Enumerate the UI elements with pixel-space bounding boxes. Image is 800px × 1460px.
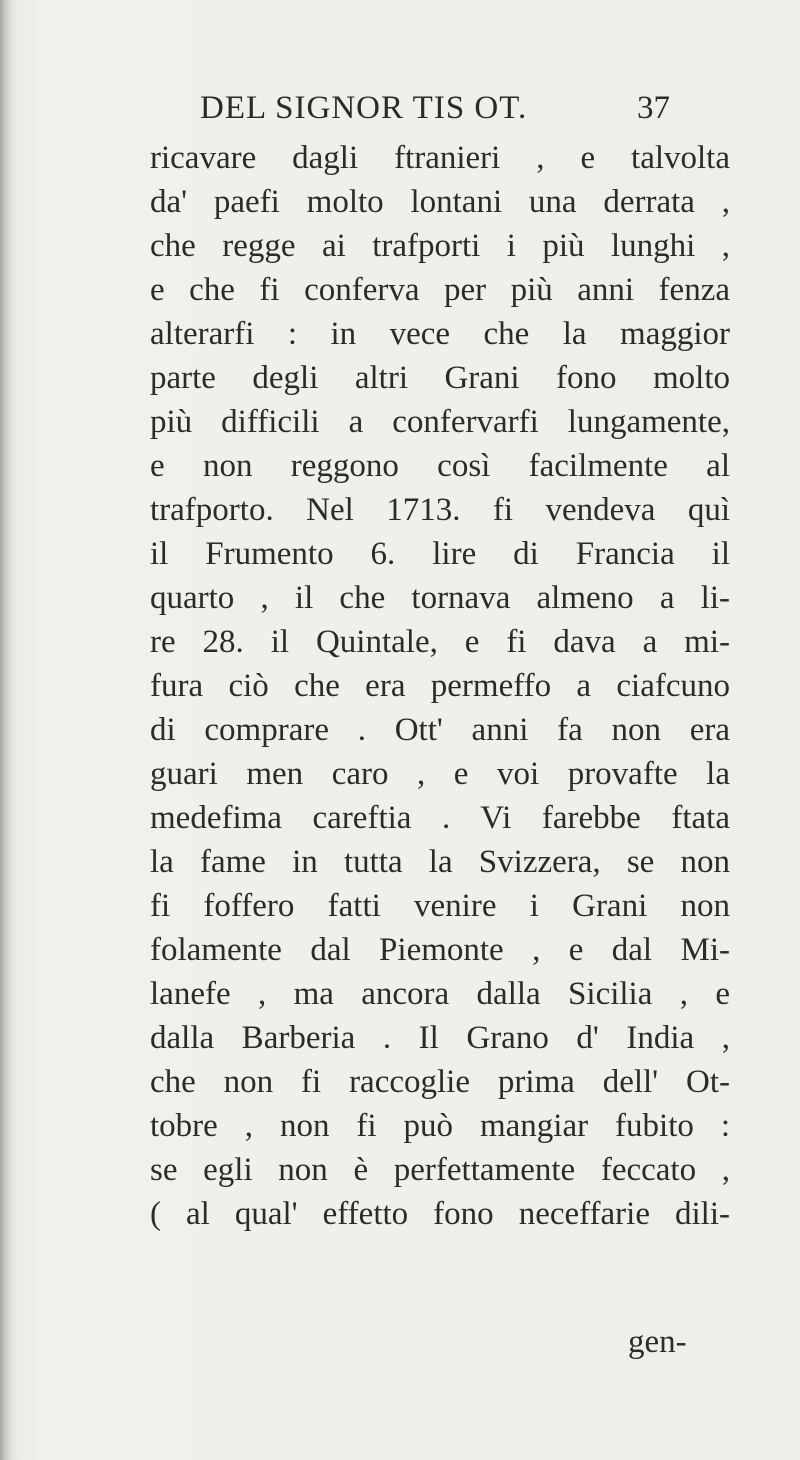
catchword: gen- [628,1324,687,1360]
text-line: ricavare dagli ftranieri , e talvolta [150,140,730,176]
text-line: la fame in tutta la Svizzera, se non [150,844,730,880]
text-line: fi foffero fatti venire i Grani non [150,888,730,924]
text-line: il Frumento 6. lire di Francia il [150,536,730,572]
text-line: e che fi conferva per più anni fenza [150,272,730,308]
body-text [150,136,730,1236]
page-number: 37 [637,90,670,126]
text-line: tobre , non fi può mangiar fubito : [150,1108,730,1144]
text-line: folamente dal Piemonte , e dal Mi- [150,932,730,968]
text-line: quarto , il che tornava almeno a li- [150,580,730,616]
text-line: più difficili a confervarfi lungamente, [150,404,730,440]
page-gutter-shadow [0,0,12,1460]
text-line: re 28. il Quintale, e fi dava a mi- [150,624,730,660]
text-line: se egli non è perfettamente feccato , [150,1152,730,1188]
text-line: di comprare . Ott' anni fa non era [150,712,730,748]
text-line: che regge ai trafporti i più lunghi , [150,228,730,264]
running-title: DEL SIGNOR TIS OT. [200,90,528,126]
text-line: medefima careftia . Vi farebbe ftata [150,800,730,836]
text-line: trafporto. Nel 1713. fi vendeva quì [150,492,730,528]
text-line: dalla Barberia . Il Grano d' India , [150,1020,730,1056]
text-line: fura ciò che era permeffo a ciafcuno [150,668,730,704]
text-line: lanefe , ma ancora dalla Sicilia , e [150,976,730,1012]
text-line: che non fi raccoglie prima dell' Ot- [150,1064,730,1100]
text-line: alterarfi : in vece che la maggior [150,316,730,352]
running-head [200,90,670,132]
text-line: da' paefi molto lontani una derrata , [150,184,730,220]
text-line: ( al qual' effetto fono neceffarie dili- [150,1196,730,1232]
text-line: guari men caro , e voi provafte la [150,756,730,792]
text-line: parte degli altri Grani fono molto [150,360,730,396]
text-line: e non reggono così facilmente al [150,448,730,484]
